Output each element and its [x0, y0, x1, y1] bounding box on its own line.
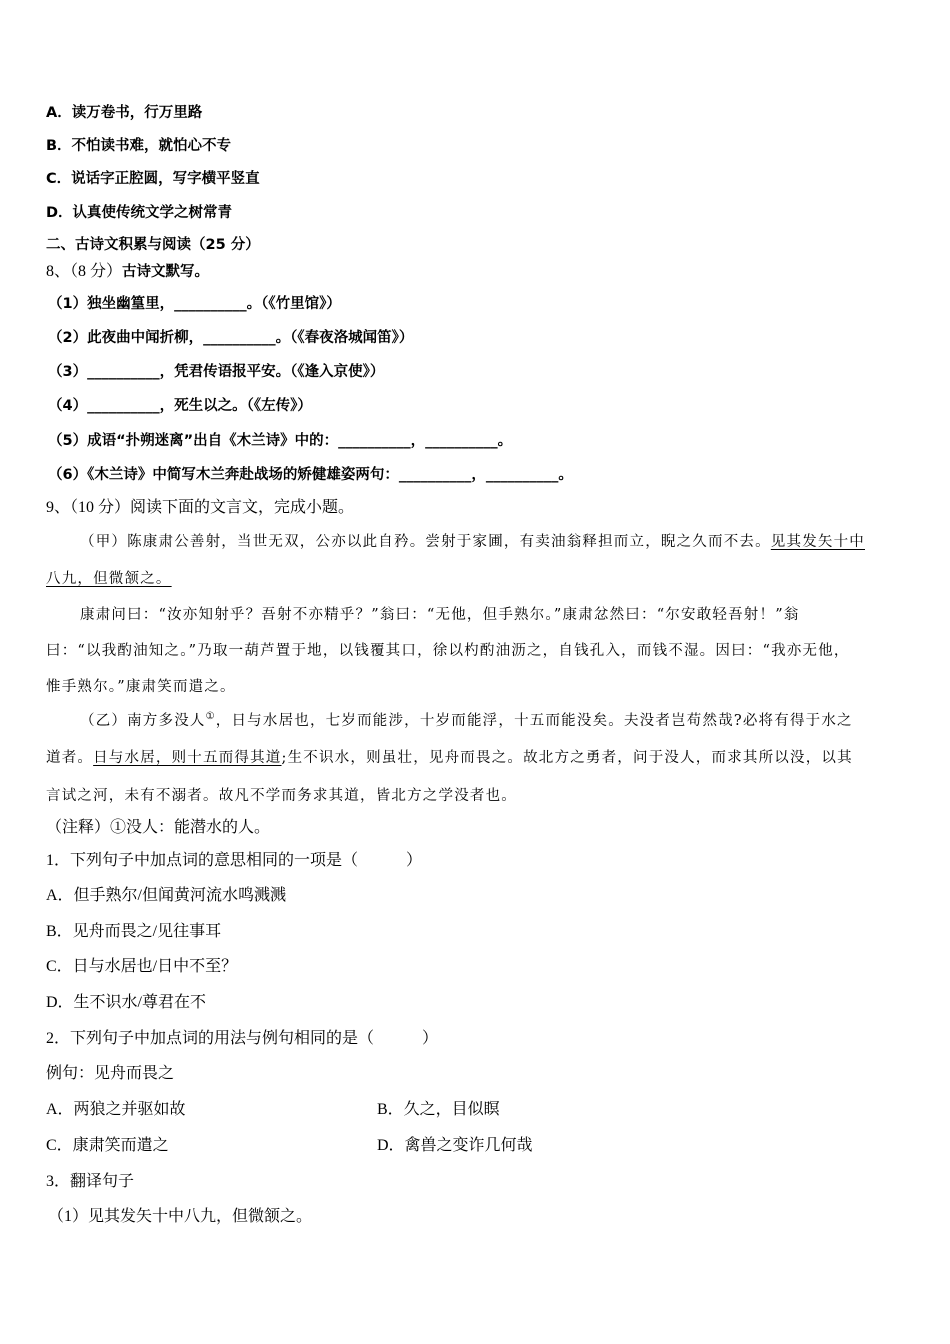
passage-yi-line-2 [46, 748, 853, 768]
option-b: B．不怕读书难，就怕心不专 [46, 138, 232, 154]
q8-item-5: （5）成语“扑朔迷离”出自《木兰诗》中的：__________，__________。 [48, 433, 513, 449]
q8-item-6: （6）《木兰诗》中简写木兰奔赴战场的矫健雄姿两句：__________，__________。 [48, 467, 573, 483]
passage-jia-text: （甲）陈康肃公善射，当世无双，公亦以此自矜。尝射于家圃，有卖油翁释担而立，睨之久而不去。 [80, 534, 771, 550]
passage-yi-text-cont: ;生不识水，则虽壮，见舟而畏之。故北方之勇者，问于没人，而求其所以没，以其 [281, 750, 853, 766]
q8-item-4: （4）__________，死生以之。（《左传》） [48, 398, 312, 414]
passage-yi-text: 道者。 [46, 750, 94, 766]
option-c: C．说话字正腔圆，写字横平竖直 [46, 171, 260, 187]
sub1-option-c: C．日与水居也/日中不至？ [46, 958, 238, 975]
sub2-option-c: C．康肃笑而遣之 [46, 1137, 169, 1154]
footnote-marker: ① [205, 711, 216, 723]
q8-item-3: （3）__________，凭君传语报平安。（《逢入京使》） [48, 364, 385, 380]
sub2-option-b: B．久之，目似瞑 [377, 1101, 500, 1118]
question-9-intro: 9、（10 分）阅读下面的文言文，完成小题。 [46, 499, 355, 516]
passage-yi-line-3: 言试之河，未有不溺者。故凡不学而务求其道，皆北方之学没者也。 [46, 788, 517, 804]
passage-jia-line-4: 曰：“以我酌油知之。”乃取一葫芦置于地，以钱覆其口，徐以杓酌油沥之，自钱孔入，而钱不湿。因曰：“我亦无他， [46, 643, 850, 659]
underlined-sentence: 见其发矢十中 [770, 534, 865, 550]
passage-yi-line-1 [80, 711, 853, 731]
sub1-option-b: B．见舟而畏之/见往事耳 [46, 923, 222, 940]
sub2-example: 例句：见舟而畏之 [46, 1065, 175, 1082]
sub2-option-a: A．两狼之并驱如故 [46, 1101, 186, 1118]
passage-jia-line-3: 康肃问曰：“汝亦知射乎？吾射不亦精乎？”翁曰：“无他，但手熟尔。”康肃忿然曰：“尔安敢轻吾射！”翁 [80, 607, 800, 623]
sub1-option-d: D．生不识水/尊君在不 [46, 994, 207, 1011]
question-8-prompt: 古诗文默写。 [122, 264, 210, 280]
sub1-option-a: A．但手熟尔/但闻黄河流水鸣溅溅 [46, 887, 287, 904]
sub2-option-d: D．禽兽之变诈几何哉 [377, 1137, 533, 1154]
passage-jia-line-1 [80, 532, 865, 552]
q8-item-1: （1）独坐幽篁里，__________。（《竹里馆》） [48, 296, 341, 312]
passage-jia-line-5: 惟手熟尔。”康肃笑而遣之。 [46, 679, 236, 695]
sub-question-2: 2．下列句子中加点词的用法与例句相同的是（ ） [46, 1030, 439, 1047]
sub-question-1: 1．下列句子中加点词的意思相同的一项是（ ） [46, 852, 423, 869]
passage-yi-text-cont: ，日与水居也，七岁而能涉，十岁而能浮，十五而能没矣。夫没者岂苟然哉?必将有得于水之 [215, 713, 853, 729]
question-8-number: 8、（8 分） [46, 263, 123, 280]
option-a: A．读万卷书，行万里路 [46, 105, 203, 121]
section-title: 二、古诗文积累与阅读（25 分） [46, 237, 260, 253]
sub3-item-1: （1）见其发矢十中八九，但微颔之。 [48, 1208, 313, 1225]
q8-item-2: （2）此夜曲中闻折柳，__________。（《春夜洛城闻笛》） [48, 330, 414, 346]
passage-yi-text: （乙）南方多没人 [80, 713, 206, 729]
passage-jia-line-2: 八九，但微颔之。 [46, 571, 172, 587]
sub-question-3: 3．翻译句子 [46, 1173, 135, 1190]
underlined-sentence: 日与水居，则十五而得其道 [93, 750, 282, 766]
footnote: （注释）①没人：能潜水的人。 [46, 819, 271, 836]
question-8-header [46, 261, 209, 282]
option-d: D．认真使传统文学之树常青 [46, 205, 233, 221]
